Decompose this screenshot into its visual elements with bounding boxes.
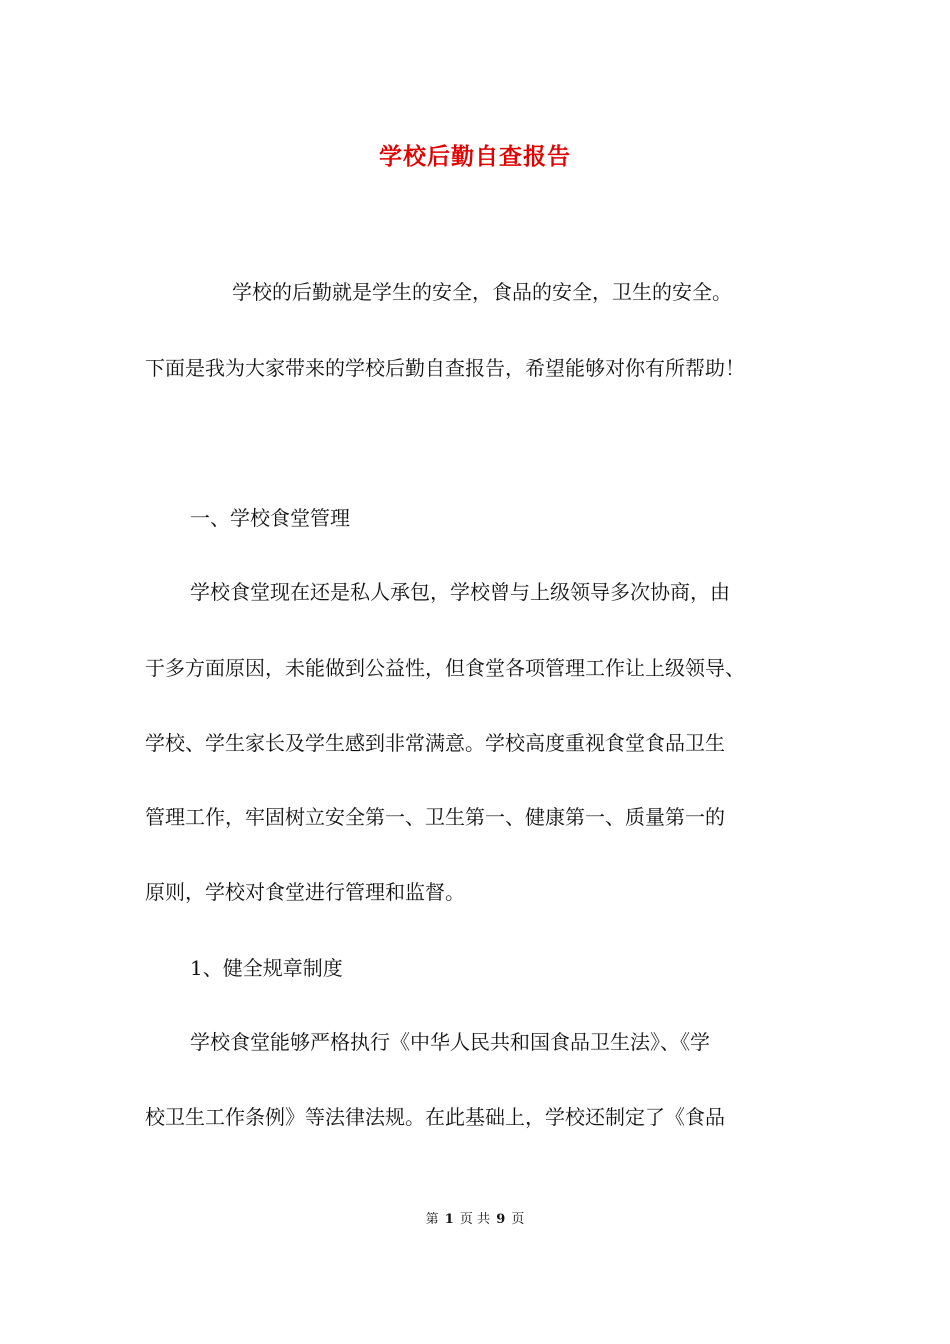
intro-line-2: 下面是我为大家带来的学校后勤自查报告，希望能够对你有所帮助！ bbox=[145, 356, 745, 380]
paragraph1-line-1: 学校食堂现在还是私人承包，学校曾与上级领导多次协商，由 bbox=[190, 580, 730, 604]
paragraph2-line-1: 学校食堂能够严格执行《中华人民共和国食品卫生法》、《学 bbox=[190, 1030, 710, 1054]
footer-mid: 页 共 bbox=[459, 1212, 491, 1227]
document-title: 学校后勤自查报告 bbox=[379, 143, 571, 170]
paragraph1-line-3: 学校、学生家长及学生感到非常满意。学校高度重视食堂食品卫生 bbox=[145, 731, 725, 755]
intro-line-1: 学校的后勤就是学生的安全，食品的安全，卫生的安全。 bbox=[232, 280, 732, 304]
footer-prefix: 第 bbox=[425, 1212, 439, 1227]
page-footer bbox=[0, 1208, 950, 1227]
footer-total-pages: 9 bbox=[496, 1212, 506, 1227]
footer-suffix: 页 bbox=[511, 1212, 525, 1227]
paragraph1-line-5: 原则，学校对食堂进行管理和监督。 bbox=[145, 880, 465, 904]
footer-page-number: 1 bbox=[444, 1212, 454, 1227]
paragraph2-line-2: 校卫生工作条例》等法律法规。在此基础上，学校还制定了《食品 bbox=[145, 1105, 725, 1129]
subheading: 1、健全规章制度 bbox=[190, 956, 343, 980]
paragraph1-line-2: 于多方面原因，未能做到公益性，但食堂各项管理工作让上级领导、 bbox=[145, 656, 745, 680]
section-heading: 一、学校食堂管理 bbox=[190, 506, 350, 530]
paragraph1-line-4: 管理工作，牢固树立安全第一、卫生第一、健康第一、质量第一的 bbox=[145, 805, 725, 829]
